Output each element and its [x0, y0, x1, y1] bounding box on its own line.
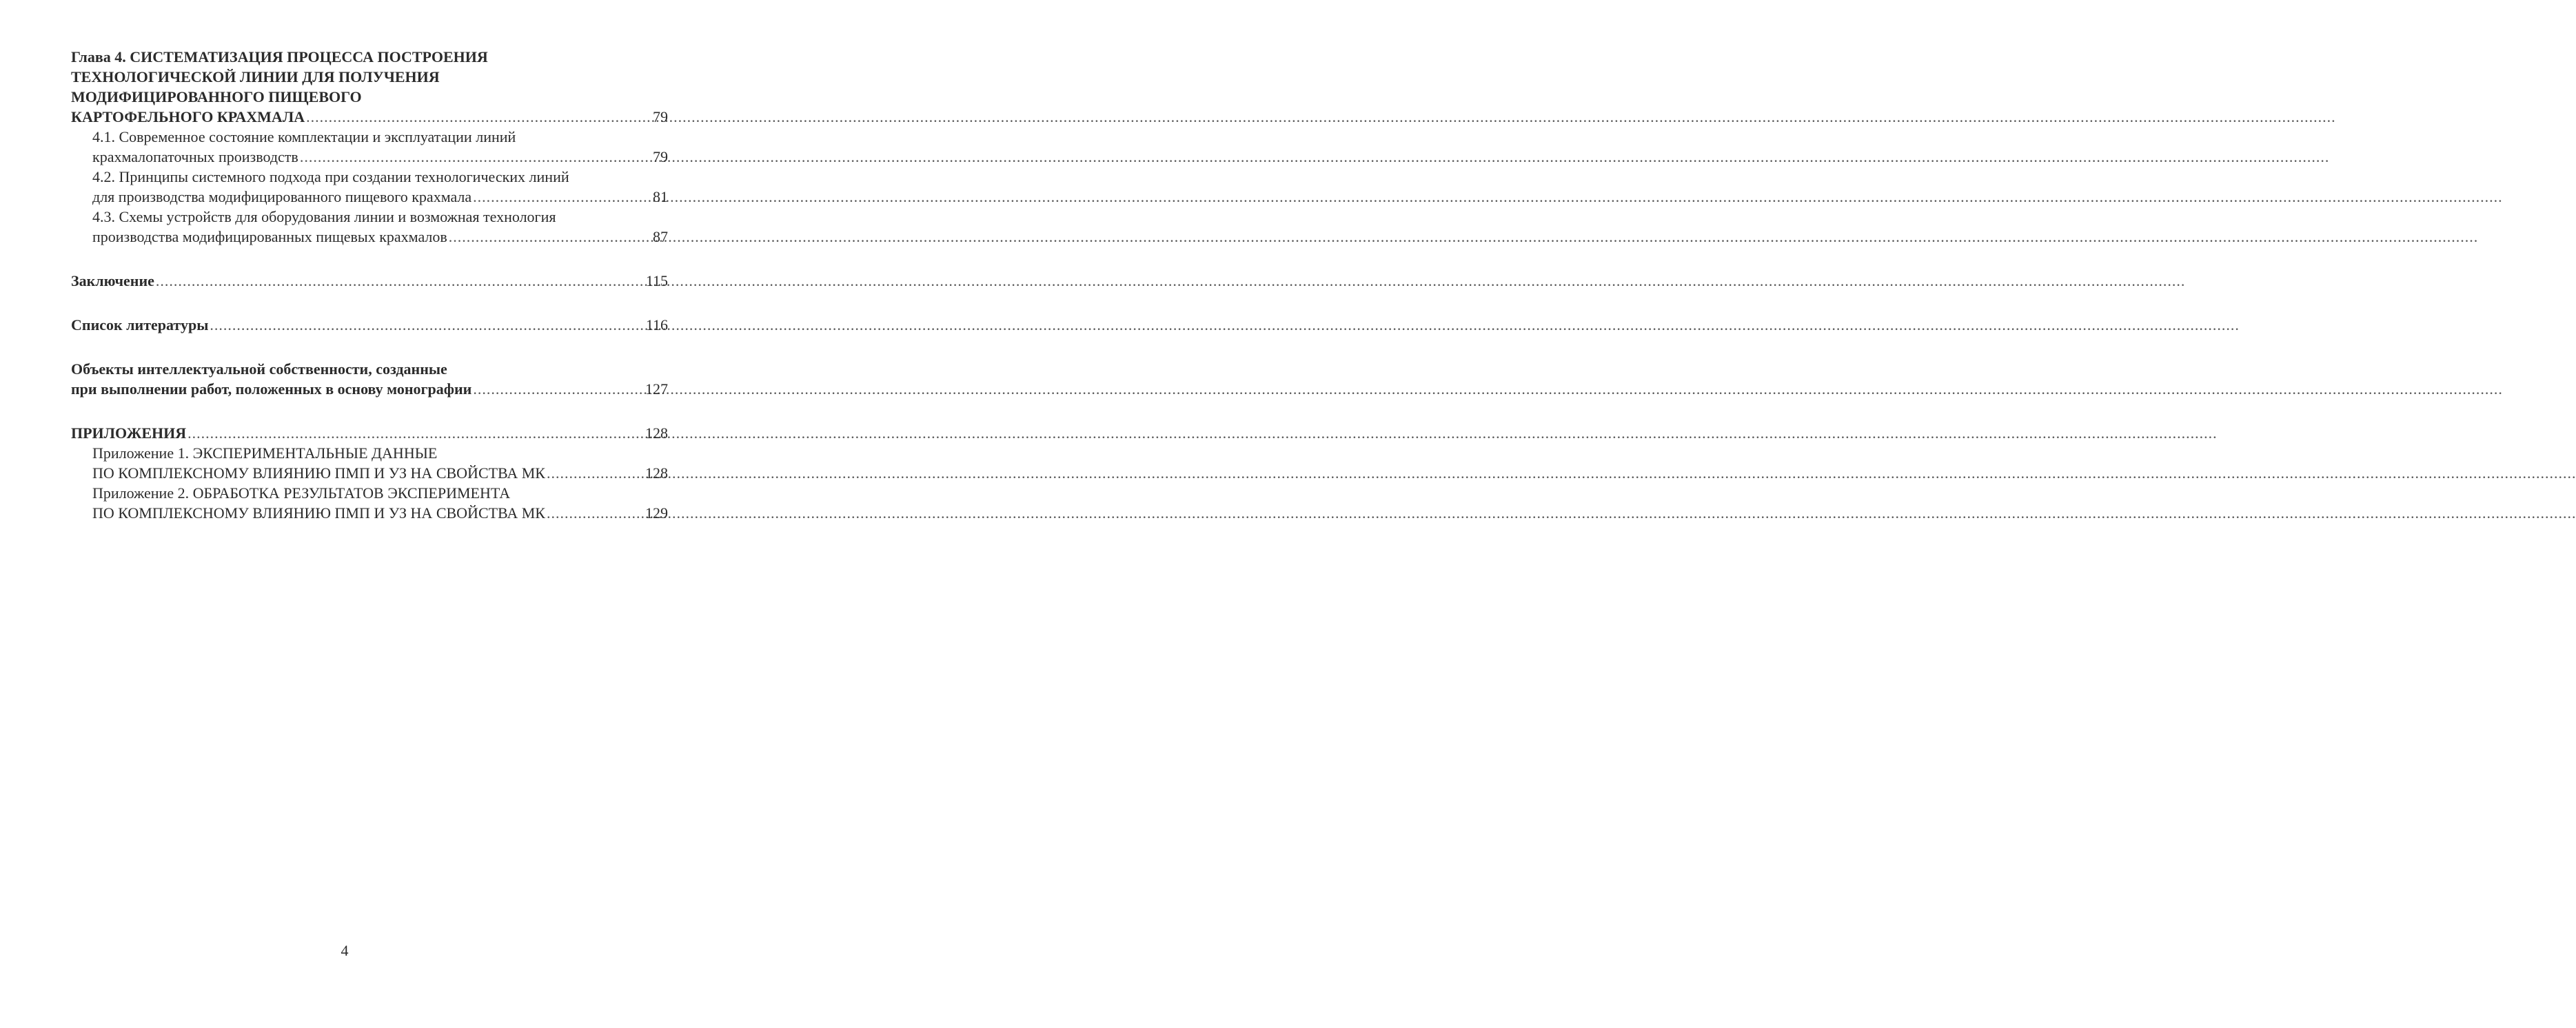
section-4-3-line-1: 4.3. Схемы устройств для оборудования линии и возможная технология [92, 208, 556, 225]
table-of-contents [71, 47, 668, 523]
page-number: 4 [341, 942, 349, 959]
toc-entry-section-4-1 [71, 127, 668, 167]
toc-entry-appendix-1 [71, 443, 668, 483]
chapter-4-title-line-3: МОДИФИЦИРОВАННОГО ПИЩЕВОГО [71, 88, 362, 105]
chapter-4-title-line-2: ТЕХНОЛОГИЧЕСКОЙ ЛИНИИ ДЛЯ ПОЛУЧЕНИЯ [71, 68, 440, 85]
chapter-4-title-line-1: Глава 4. СИСТЕМАТИЗАЦИЯ ПРОЦЕССА ПОСТРОЕНИЯ [71, 48, 488, 65]
appendix-2-line-2: ПО КОМПЛЕКСНОМУ ВЛИЯНИЮ ПМП И УЗ НА СВОЙСТВА МК [92, 504, 545, 522]
section-4-3-line-2: производства модифицированных пищевых крахмалов [92, 228, 447, 245]
references-title: Список литературы [71, 316, 209, 333]
dot-leader [473, 379, 644, 399]
section-4-1-line-2: крахмалопаточных производств [92, 148, 298, 165]
dot-leader [473, 187, 651, 207]
ip-objects-line-2: при выполнении работ, положенных в основу монографии [71, 380, 472, 398]
chapter-4-page: 79 [653, 108, 668, 125]
dot-leader [449, 227, 651, 247]
appendix-1-page: 128 [645, 464, 668, 482]
section-4-2-line-1: 4.2. Принципы системного подхода при создании технологических линий [92, 168, 569, 185]
dot-leader [306, 107, 651, 127]
toc-entry-conclusion [71, 271, 668, 291]
ip-objects-line-1: Объекты интеллектуальной собственности, созданные [71, 360, 447, 378]
section-4-3-page: 87 [653, 228, 668, 245]
toc-entry-references [71, 315, 668, 335]
dot-leader [210, 315, 644, 335]
dot-leader [187, 423, 644, 443]
toc-entry-appendices [71, 423, 668, 523]
toc-entry-chapter-4 [71, 47, 668, 247]
references-page: 116 [645, 316, 668, 333]
toc-entry-appendix-2 [71, 483, 668, 523]
appendices-page: 128 [645, 424, 668, 442]
ip-objects-page: 127 [645, 380, 668, 398]
appendix-2-line-1: Приложение 2. ОБРАБОТКА РЕЗУЛЬТАТОВ ЭКСПЕРИМЕНТА [92, 484, 511, 502]
conclusion-title: Заключение [71, 272, 154, 289]
toc-entry-section-4-3 [71, 207, 668, 247]
dot-leader [300, 147, 651, 167]
conclusion-page: 115 [645, 272, 668, 289]
section-4-2-page: 81 [653, 188, 668, 205]
section-4-1-page: 79 [653, 148, 668, 165]
dot-leader [547, 463, 644, 483]
appendix-1-line-2: ПО КОМПЛЕКСНОМУ ВЛИЯНИЮ ПМП И УЗ НА СВОЙСТВА МК [92, 464, 545, 482]
toc-entry-section-4-2 [71, 167, 668, 207]
appendices-title: ПРИЛОЖЕНИЯ [71, 424, 187, 442]
appendix-2-page: 129 [645, 504, 668, 522]
section-4-1-line-1: 4.1. Современное состояние комплектации и эксплуатации линий [92, 128, 516, 145]
dot-leader [156, 271, 645, 291]
appendix-1-line-1: Приложение 1. ЭКСПЕРИМЕНТАЛЬНЫЕ ДАННЫЕ [92, 444, 438, 462]
chapter-4-title-line-4: КАРТОФЕЛЬНОГО КРАХМАЛА [71, 108, 305, 125]
dot-leader [547, 503, 644, 523]
section-4-2-line-2: для производства модифицированного пищевого крахмала [92, 188, 472, 205]
toc-entry-ip-objects [71, 359, 668, 399]
